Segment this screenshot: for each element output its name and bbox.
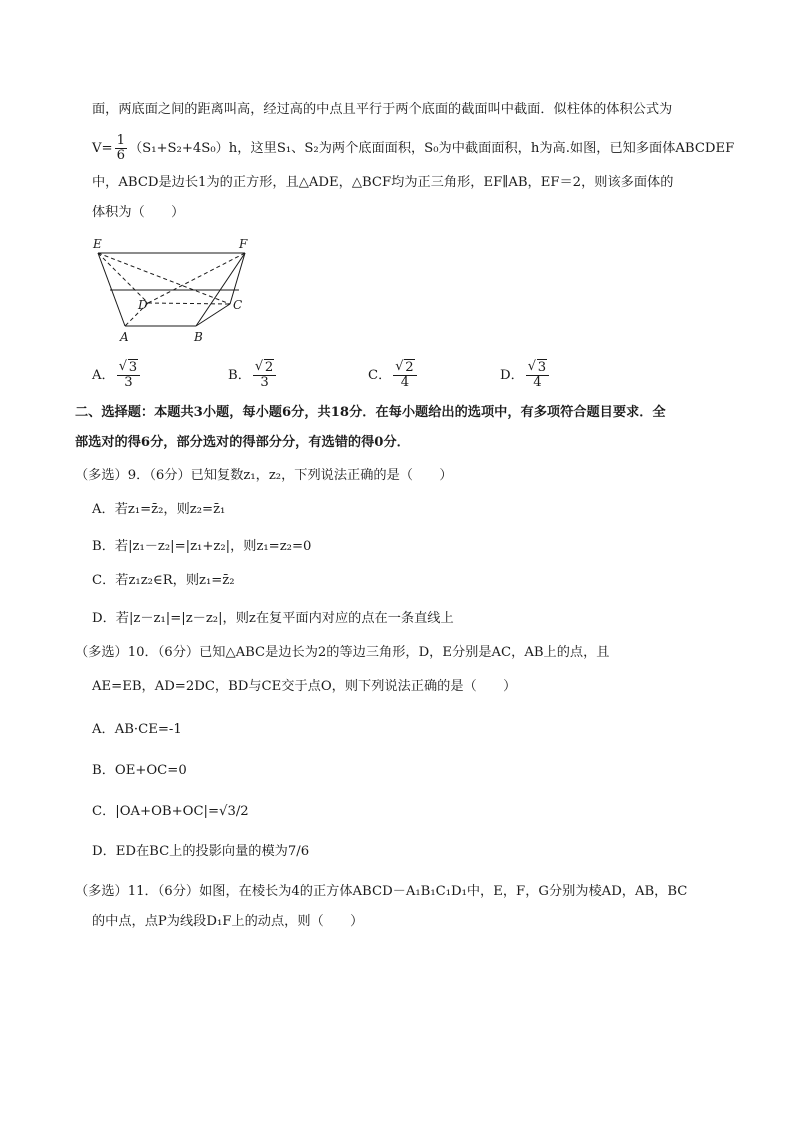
q10-option-c: C．|OA+OB+OC|=√3/2: [92, 804, 249, 819]
q11-stem-1: （多选）11．（6分）如图，在棱长为4的正方体ABCD－A₁B₁C₁D₁中，E，F，G分别为棱AD，AB，BC: [75, 884, 688, 899]
formula-v: V=: [92, 141, 113, 156]
q8-option-a: A． √ $\frac{3}{3}$: [92, 356, 142, 396]
label-F: F: [239, 237, 248, 251]
section2-line-2: 部选对的得6分，部分选对的得部分分，有选错的得0分．: [75, 435, 410, 450]
formula-line: [92, 132, 734, 166]
formula-fraction: $\frac{1}{6}$: [116, 133, 125, 163]
q8-option-c: C． √ $\frac{2}{4}$: [368, 356, 419, 396]
label-B: B: [194, 330, 203, 344]
label-A: A: [120, 330, 129, 344]
label-E: E: [93, 237, 102, 251]
q9-option-d: D．若|z－z₁|=|z－z₂|，则z在复平面内对应的点在一条直线上: [92, 611, 454, 626]
intro-line-3: 中，ABCD是边长1为的正方形，且△ADE，△BCF均为正三角形，EF∥AB，EF＝2，则该多面体的: [92, 175, 674, 190]
q10-stem-2: AE=EB，AD=2DC，BD与CE交于点O，则下列说法正确的是（ ）: [92, 679, 517, 694]
q11-stem-2: 的中点，点P为线段D₁F上的动点，则（ ）: [92, 914, 364, 929]
q10-stem-1: （多选）10．（6分）已知△ABC是边长为2的等边三角形，D，E分别是AC，AB上的点，且: [75, 645, 610, 660]
label-D: D: [138, 298, 148, 312]
q9-stem: （多选）9．（6分）已知复数z₁，z₂，下列说法正确的是（ ）: [75, 468, 453, 483]
section2-line-1: 二、选择题：本题共3小题，每小题6分，共18分．在每小题给出的选项中，有多项符合题目要求．全: [75, 405, 666, 420]
q10-option-d: D．ED在BC上的投影向量的模为7/6: [92, 844, 310, 859]
q9-option-b: B．若|z₁－z₂|=|z₁+z₂|，则z₁=z₂=0: [92, 539, 312, 554]
intro-line-1: 面，两底面之间的距离叫高，经过高的中点且平行于两个底面的截面叫中截面．似柱体的体积公式为: [92, 102, 673, 117]
polyhedron-figure: [88, 235, 258, 350]
q8-option-d: D． √ $\frac{3}{4}$: [500, 356, 551, 396]
q8-option-b: B． √ $\frac{2}{3}$: [228, 356, 278, 396]
formula-rest: ，这里S₁、S₂为两个底面面积，S₀为中截面面积，h为高.如图，已知多面体ABCDEF: [237, 141, 735, 156]
intro-line-4: 体积为（ ）: [92, 205, 185, 220]
q9-option-c: C．若z₁z₂∈R，则z₁=z̄₂: [92, 573, 235, 588]
formula-paren: （S₁+S₂+4S₀）h: [128, 141, 238, 156]
q10-option-b: B．OE+OC=0: [92, 763, 187, 778]
q9-option-a: A．若z₁=z̄₂，则z₂=z̄₁: [92, 502, 226, 517]
q10-option-a: A．AB·CE=-1: [92, 722, 182, 737]
label-C: C: [233, 298, 243, 312]
